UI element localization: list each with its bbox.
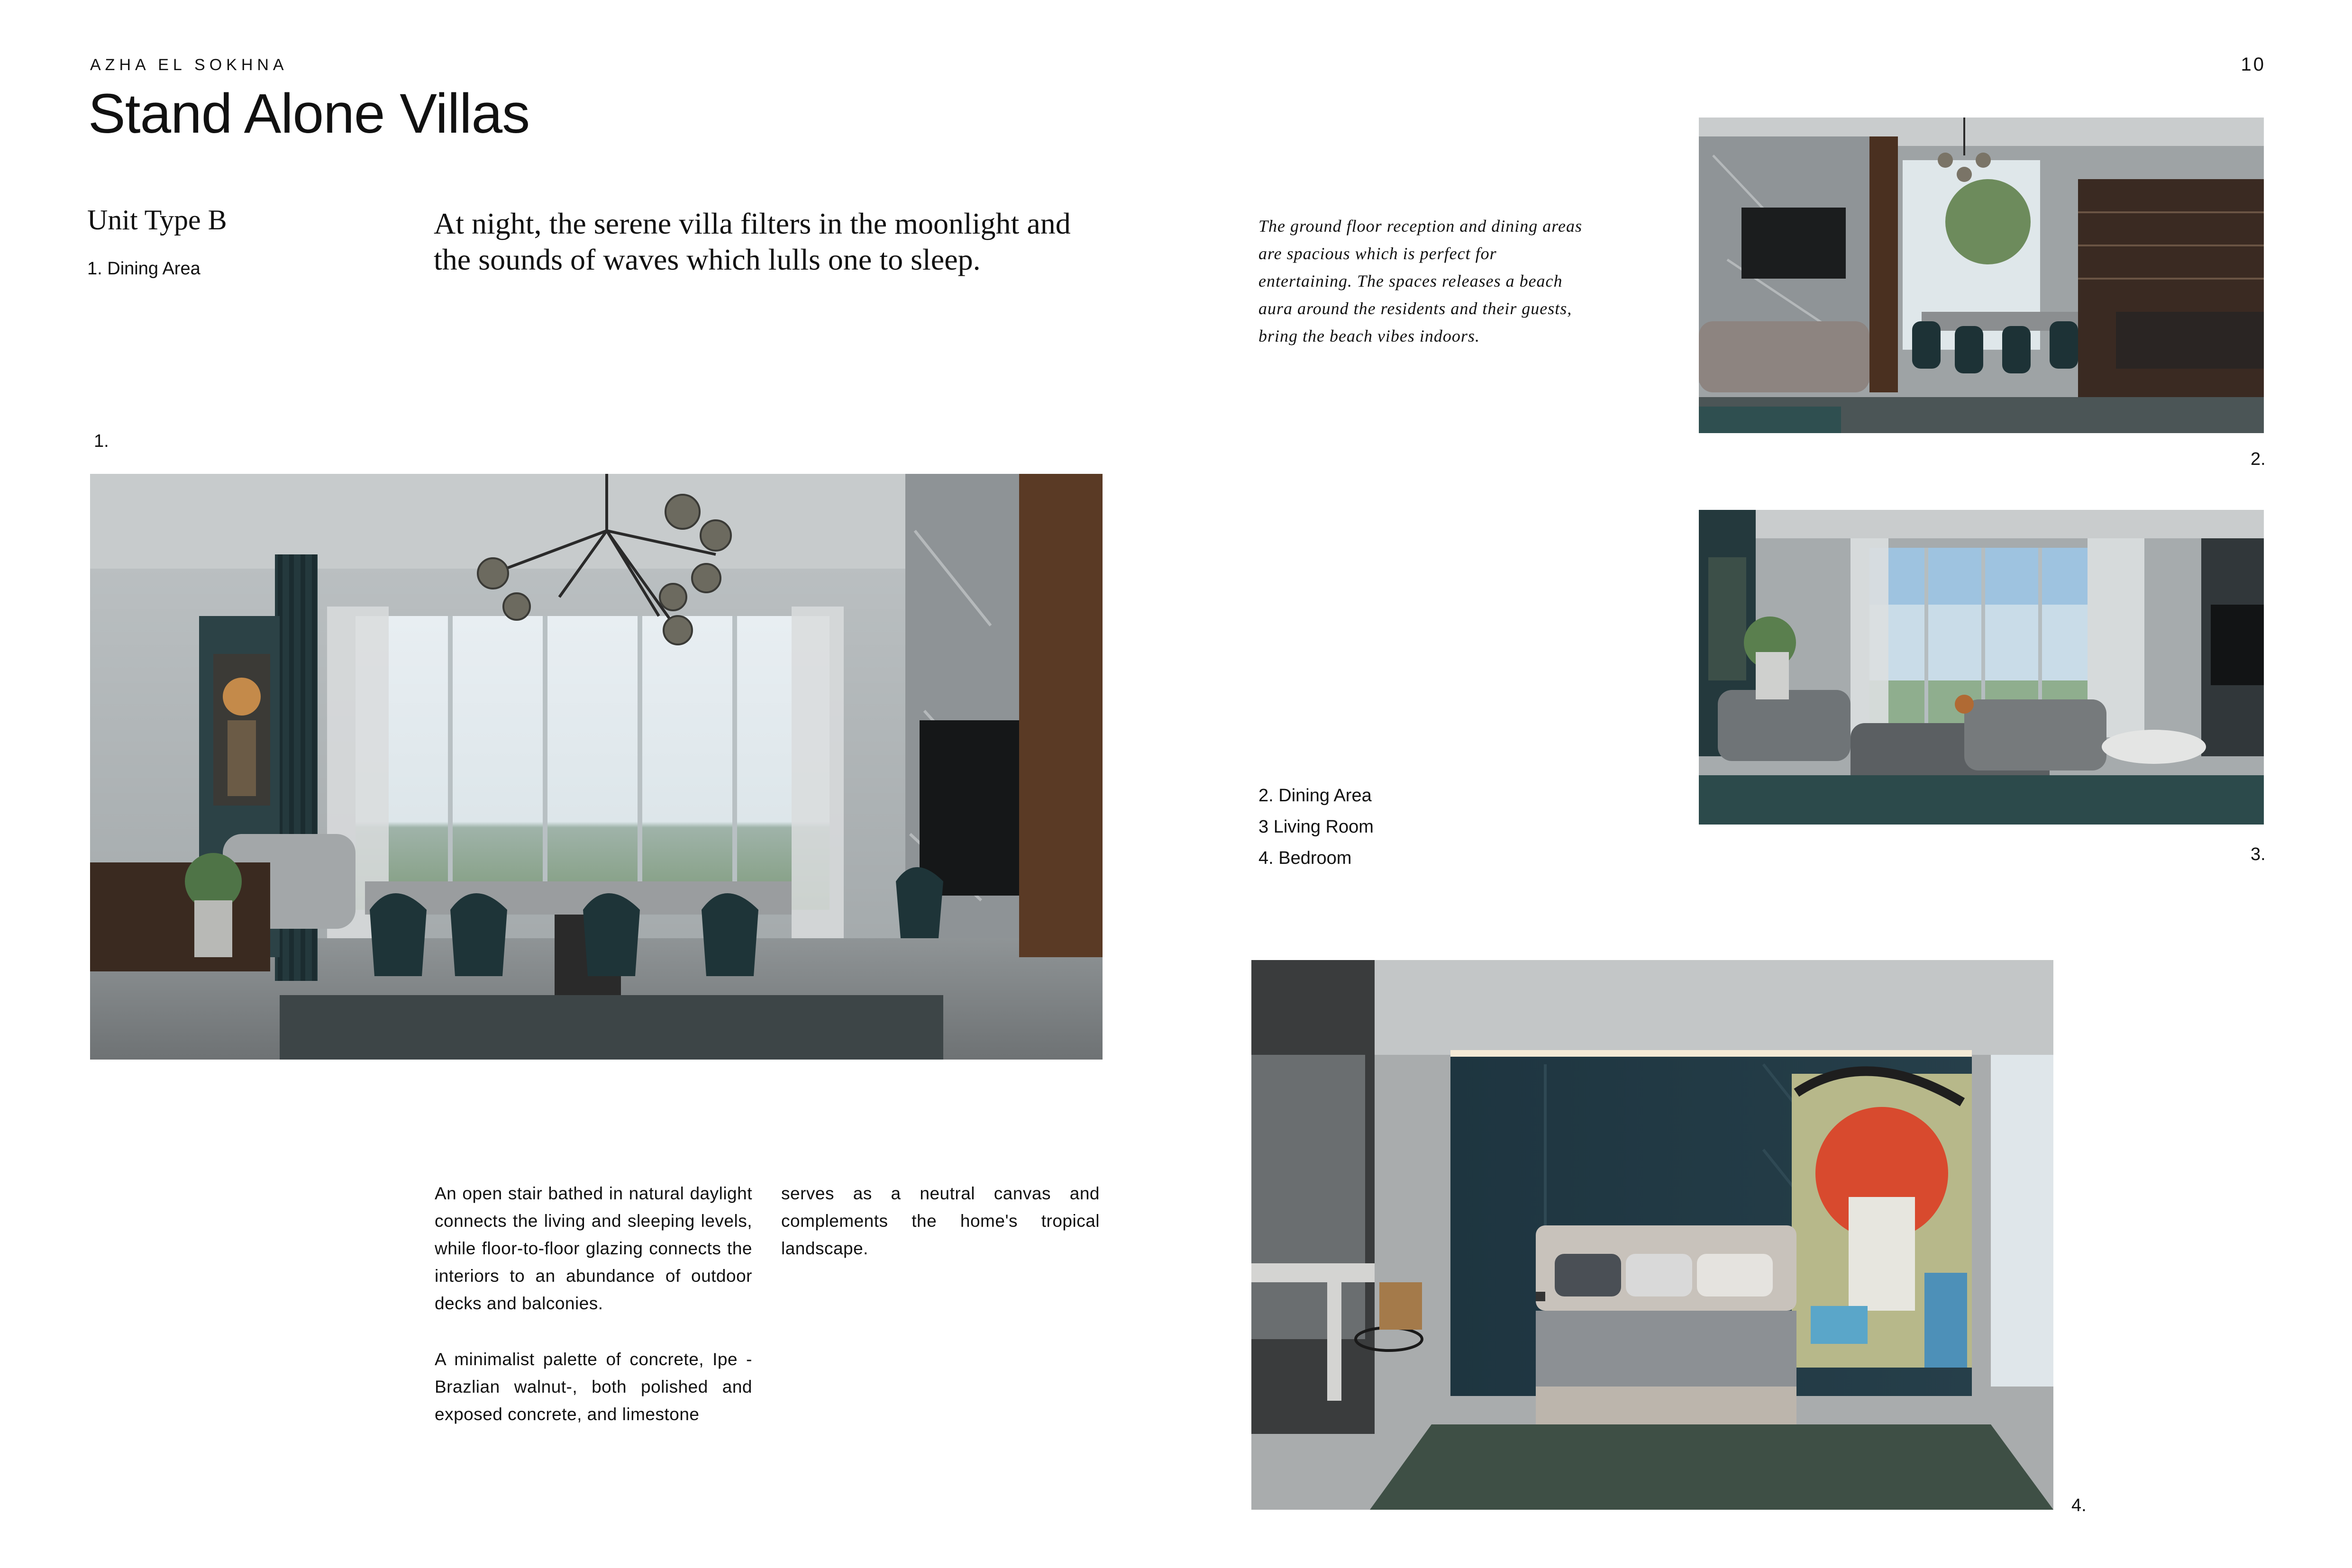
photo-2-caption: 2. bbox=[2251, 449, 2266, 469]
legend-item: 4. Bedroom bbox=[1258, 848, 1352, 868]
brand-eyebrow: AZHA EL SOKHNA bbox=[90, 56, 288, 74]
bedroom-photo bbox=[1251, 960, 2053, 1510]
dining-area-photo bbox=[90, 474, 1103, 1060]
unit-type-heading: Unit Type B bbox=[87, 204, 227, 236]
page-number: 10 bbox=[2241, 54, 2266, 75]
page-title: Stand Alone Villas bbox=[88, 82, 530, 145]
photo-legend bbox=[1258, 780, 1374, 874]
dining-area-2-photo bbox=[1699, 118, 2264, 433]
lede-paragraph: At night, the serene villa filters in the moonlight and the sounds of waves which lulls one to sleep. bbox=[434, 207, 1071, 276]
unit-room-item: 1. Dining Area bbox=[87, 259, 201, 279]
body-paragraph: A minimalist palette of concrete, Ipe -Brazlian walnut-, both polished and exposed concrete, and limestone bbox=[435, 1350, 752, 1424]
reception-note: The ground floor reception and dining areas are spacious which is perfect for entertaining. The spaces releases a beach aura around the residents and their guests, bring the beach vibes indoors. bbox=[1258, 217, 1582, 345]
legend-item: 3 Living Room bbox=[1258, 817, 1374, 837]
photo-3-caption: 3. bbox=[2251, 844, 2266, 864]
body-paragraph: serves as a neutral canvas and complements the home's tropical landscape. bbox=[781, 1184, 1100, 1258]
body-column-2 bbox=[781, 1180, 1100, 1262]
legend-item: 2. Dining Area bbox=[1258, 786, 1372, 806]
living-room-photo bbox=[1699, 510, 2264, 825]
photo-4-caption: 4. bbox=[2071, 1495, 2087, 1515]
unit-room-list bbox=[87, 259, 201, 279]
body-paragraph: An open stair bathed in natural daylight connects the living and sleeping levels, while floor-to-floor glazing connects the interiors to an abundance of outdoor decks and balconies. bbox=[435, 1184, 752, 1313]
photo-1-caption: 1. bbox=[94, 431, 109, 451]
body-column-1 bbox=[435, 1180, 752, 1428]
